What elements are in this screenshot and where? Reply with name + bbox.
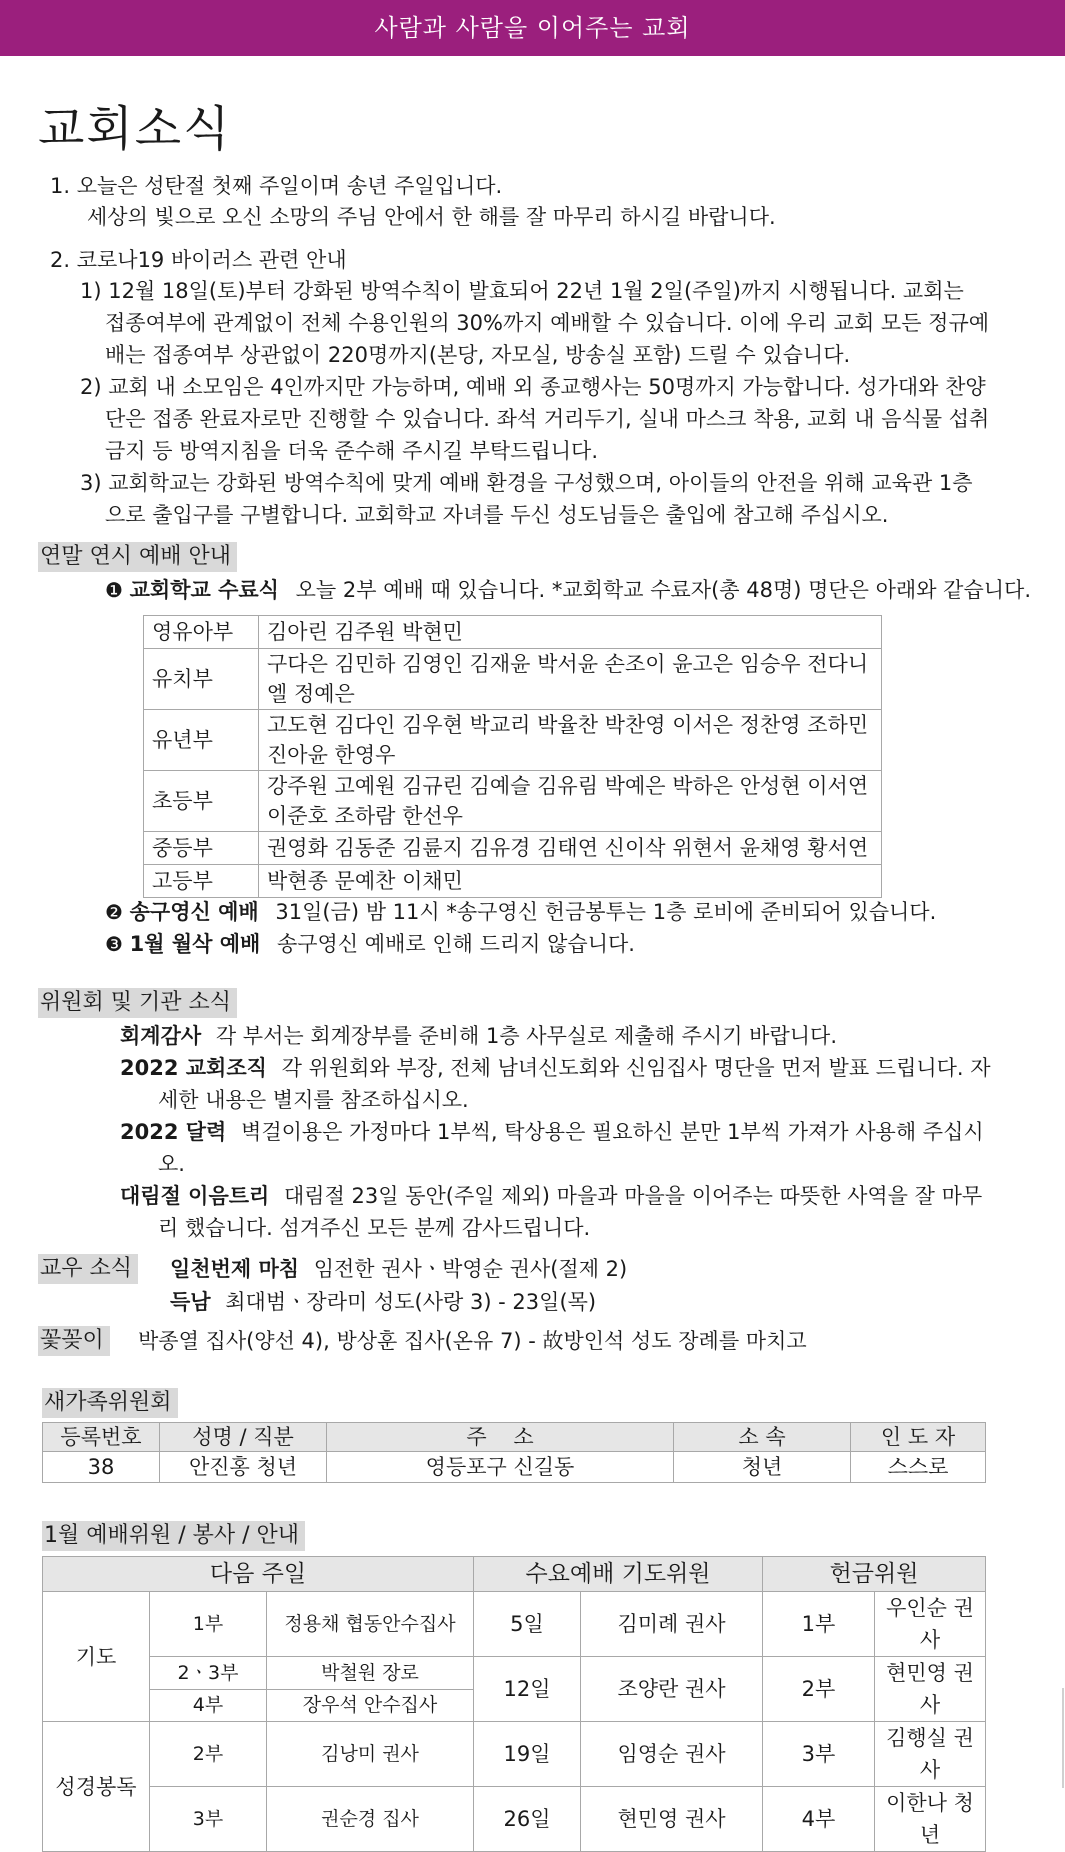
news-item-1-body: 세상의 빛으로 오신 소망의 주님 안에서 한 해를 잘 마무리 하시길 바랍니다. bbox=[87, 205, 776, 229]
committee-item-3-label: 2022 달력 bbox=[120, 1120, 227, 1144]
graduates-dept: 고등부 bbox=[144, 865, 259, 898]
table-cell: 12일 bbox=[474, 1657, 581, 1722]
committee-item-1-label: 회계감사 bbox=[120, 1024, 202, 1048]
committee-item-2 bbox=[120, 1052, 1000, 1116]
table-row bbox=[144, 771, 882, 832]
column-header: 소 속 bbox=[674, 1423, 851, 1452]
yearend-item-1-text: 오늘 2부 예배 때 있습니다. *교회학교 수료자(총 48명) 명단은 아래와 같습니다. bbox=[295, 578, 1031, 602]
table-cell: 4부 bbox=[150, 1689, 267, 1722]
graduates-names: 김아린 김주원 박현민 bbox=[259, 616, 882, 649]
news-item-2-sub-1: 1) 12월 18일(토)부터 강화된 방역수칙이 발효되어 22년 1월 2일(주일)까지 시행됩니다. 교회는 접종여부에 관계없이 전체 수용인원의 30%까지 예배할 수 있습니다. 이에 우리 교회 모든 정규예배는 접종여부 상관없이 220명까지(본당, 자모실, 방송실 포함) 드릴 수 있습니다. bbox=[80, 279, 990, 367]
member-item-1-label: 일천번제 마침 bbox=[170, 1257, 300, 1281]
number-2-icon: ❷ bbox=[105, 900, 123, 924]
newfamily-table bbox=[42, 1422, 986, 1483]
column-header: 헌금위원 bbox=[763, 1557, 986, 1592]
news-item-1-title: 1. 오늘은 성탄절 첫째 주일이며 송년 주일입니다. bbox=[50, 174, 503, 198]
table-cell: 19일 bbox=[474, 1722, 581, 1787]
section-heading-january: 1월 예배위원 / 봉사 / 안내 bbox=[42, 1521, 305, 1551]
table-row bbox=[43, 1657, 986, 1690]
graduates-dept: 중등부 bbox=[144, 832, 259, 865]
number-3-icon: ❸ bbox=[105, 932, 123, 956]
table-row bbox=[144, 649, 882, 710]
member-item-2-text: 최대범ㆍ장라미 성도(사랑 3) - 23일(목) bbox=[225, 1290, 597, 1314]
yearend-item-2 bbox=[105, 896, 936, 928]
section-heading-newfamily: 새가족위원회 bbox=[42, 1388, 178, 1418]
table-cell: 3부 bbox=[763, 1722, 875, 1787]
committee-item-2-label: 2022 교회조직 bbox=[120, 1056, 267, 1080]
member-item-2-label: 득남 bbox=[170, 1290, 211, 1314]
table-cell: 5일 bbox=[474, 1592, 581, 1657]
table-cell: 2ㆍ3부 bbox=[150, 1657, 267, 1690]
january-service-table bbox=[42, 1556, 986, 1852]
yearend-item-3 bbox=[105, 928, 635, 960]
page-edge-rule bbox=[1062, 1688, 1064, 1788]
table-cell: 4부 bbox=[763, 1787, 875, 1852]
prayer-label: 기도 bbox=[43, 1592, 150, 1722]
yearend-item-1 bbox=[105, 574, 1031, 606]
table-row bbox=[144, 710, 882, 771]
graduates-names: 권영화 김동준 김륜지 김유경 김태연 신이삭 위현서 윤채영 황서연 bbox=[259, 832, 882, 865]
table-cell: 김낭미 권사 bbox=[267, 1722, 474, 1787]
table-cell: 2부 bbox=[763, 1657, 875, 1722]
section-heading-committee: 위원회 및 기관 소식 bbox=[38, 988, 237, 1018]
graduates-dept: 유년부 bbox=[144, 710, 259, 771]
graduates-names: 고도현 김다인 김우현 박교리 박율찬 박찬영 이서은 정찬영 조하민 진아윤 한영우 bbox=[259, 710, 882, 771]
table-row bbox=[144, 616, 882, 649]
table-cell: 김미례 권사 bbox=[581, 1592, 763, 1657]
table-cell: 박철원 장로 bbox=[267, 1657, 474, 1690]
graduates-dept: 유치부 bbox=[144, 649, 259, 710]
news-item-2-title: 2. 코로나19 바이러스 관련 안내 bbox=[50, 248, 347, 272]
table-cell: 현민영 권사 bbox=[875, 1657, 986, 1722]
table-cell: 권순경 집사 bbox=[267, 1787, 474, 1852]
table-cell: 1부 bbox=[150, 1592, 267, 1657]
member-item-2 bbox=[170, 1286, 596, 1318]
table-cell: 현민영 권사 bbox=[581, 1787, 763, 1852]
committee-item-1 bbox=[120, 1020, 1000, 1052]
yearend-item-2-text: 31일(금) 밤 11시 *송구영신 헌금봉투는 1층 로비에 준비되어 있습니다. bbox=[275, 900, 937, 924]
table-cell: 영등포구 신길동 bbox=[327, 1452, 674, 1483]
table-cell: 스스로 bbox=[851, 1452, 986, 1483]
committee-item-4 bbox=[120, 1180, 1000, 1244]
yearend-item-2-label: 송구영신 예배 bbox=[129, 900, 259, 924]
yearend-item-3-text: 송구영신 예배로 인해 드리지 않습니다. bbox=[276, 932, 635, 956]
table-cell: 우인순 권사 bbox=[875, 1592, 986, 1657]
table-header-row bbox=[43, 1557, 986, 1592]
committee-item-4-label: 대림절 이음트리 bbox=[120, 1184, 270, 1208]
member-item-1-text: 임전한 권사ㆍ박영순 권사(절제 2) bbox=[313, 1257, 628, 1281]
column-header: 수요예배 기도위원 bbox=[474, 1557, 763, 1592]
yearend-item-3-label: 1월 월삭 예배 bbox=[129, 932, 261, 956]
section-heading-yearend: 연말 연시 예배 안내 bbox=[38, 542, 237, 572]
table-cell: 정용채 협동안수집사 bbox=[267, 1592, 474, 1657]
table-cell: 3부 bbox=[150, 1787, 267, 1852]
member-item-1 bbox=[170, 1253, 627, 1285]
table-cell: 안진홍 청년 bbox=[160, 1452, 327, 1483]
graduates-names: 강주원 고예원 김규린 김예슬 김유림 박예은 박하은 안성현 이서연 이준호 조하람 한선우 bbox=[259, 771, 882, 832]
section-heading-members: 교우 소식 bbox=[38, 1254, 138, 1284]
table-cell: 조양란 권사 bbox=[581, 1657, 763, 1722]
table-row bbox=[43, 1592, 986, 1657]
table-header-row bbox=[43, 1423, 986, 1452]
table-cell: 청년 bbox=[674, 1452, 851, 1483]
table-cell: 이한나 청년 bbox=[875, 1787, 986, 1852]
committee-item-3-text: 벽걸이용은 가정마다 1부씩, 탁상용은 필요하신 분만 1부씩 가져가 사용해 주십시오. bbox=[158, 1120, 984, 1176]
table-row bbox=[43, 1722, 986, 1787]
flowers-text: 박종열 집사(양선 4), 방상훈 집사(온유 7) - 故방인석 성도 장례를 마치고 bbox=[138, 1329, 807, 1353]
table-row bbox=[43, 1452, 986, 1483]
graduates-dept: 초등부 bbox=[144, 771, 259, 832]
table-row bbox=[144, 832, 882, 865]
table-cell: 2부 bbox=[150, 1722, 267, 1787]
column-header: 인 도 자 bbox=[851, 1423, 986, 1452]
table-row bbox=[43, 1787, 986, 1852]
yearend-item-1-label: 교회학교 수료식 bbox=[129, 578, 279, 602]
table-cell: 1부 bbox=[763, 1592, 875, 1657]
table-cell: 장우석 안수집사 bbox=[267, 1689, 474, 1722]
table-cell: 26일 bbox=[474, 1787, 581, 1852]
number-1-icon: ❶ bbox=[105, 578, 123, 602]
committee-item-2-text: 각 위원회와 부장, 전체 남녀신도회와 신임집사 명단을 먼저 발표 드립니다. 자세한 내용은 별지를 참조하십시오. bbox=[158, 1056, 991, 1112]
table-cell: 38 bbox=[43, 1452, 160, 1483]
graduates-dept: 영유아부 bbox=[144, 616, 259, 649]
header-banner: 사람과 사람을 이어주는 교회 bbox=[0, 0, 1065, 56]
committee-item-4-text: 대림절 23일 동안(주일 제외) 마을과 마을을 이어주는 따뜻한 사역을 잘 마무리 했습니다. 섬겨주신 모든 분께 감사드립니다. bbox=[158, 1184, 983, 1240]
table-cell: 김행실 권사 bbox=[875, 1722, 986, 1787]
reading-label: 성경봉독 bbox=[43, 1722, 150, 1852]
committee-item-1-text: 각 부서는 회계장부를 준비해 1층 사무실로 제출해 주시기 바랍니다. bbox=[215, 1024, 838, 1048]
column-header: 등록번호 bbox=[43, 1423, 160, 1452]
news-item-2-sub-3: 3) 교회학교는 강화된 방역수칙에 맞게 예배 환경을 구성했으며, 아이들의 안전을 위해 교육관 1층으로 출입구를 구별합니다. 교회학교 자녀를 두신 성도님들은 출입에 참고해 주십시오. bbox=[80, 471, 973, 527]
page-title: 교회소식 bbox=[38, 101, 232, 157]
committee-item-3 bbox=[120, 1116, 1000, 1180]
section-heading-flowers: 꽃꽂이 bbox=[38, 1326, 110, 1356]
column-header: 주 소 bbox=[327, 1423, 674, 1452]
column-header: 다음 주일 bbox=[43, 1557, 474, 1592]
graduates-names: 구다은 김민하 김영인 김재윤 박서윤 손조이 윤고은 임승우 전다니엘 정예은 bbox=[259, 649, 882, 710]
graduates-table bbox=[143, 615, 882, 898]
news-item-2-sub-2: 2) 교회 내 소모임은 4인까지만 가능하며, 예배 외 종교행사는 50명까지 가능합니다. 성가대와 찬양단은 접종 완료자로만 진행할 수 있습니다. 좌석 거리두기, 실내 마스크 착용, 교회 내 음식물 섭취 금지 등 방역지침을 더욱 준수해 주시길 부탁드립니다. bbox=[80, 375, 990, 463]
table-row bbox=[144, 865, 882, 898]
table-cell: 임영순 권사 bbox=[581, 1722, 763, 1787]
column-header: 성명 / 직분 bbox=[160, 1423, 327, 1452]
graduates-names: 박현종 문예찬 이채민 bbox=[259, 865, 882, 898]
